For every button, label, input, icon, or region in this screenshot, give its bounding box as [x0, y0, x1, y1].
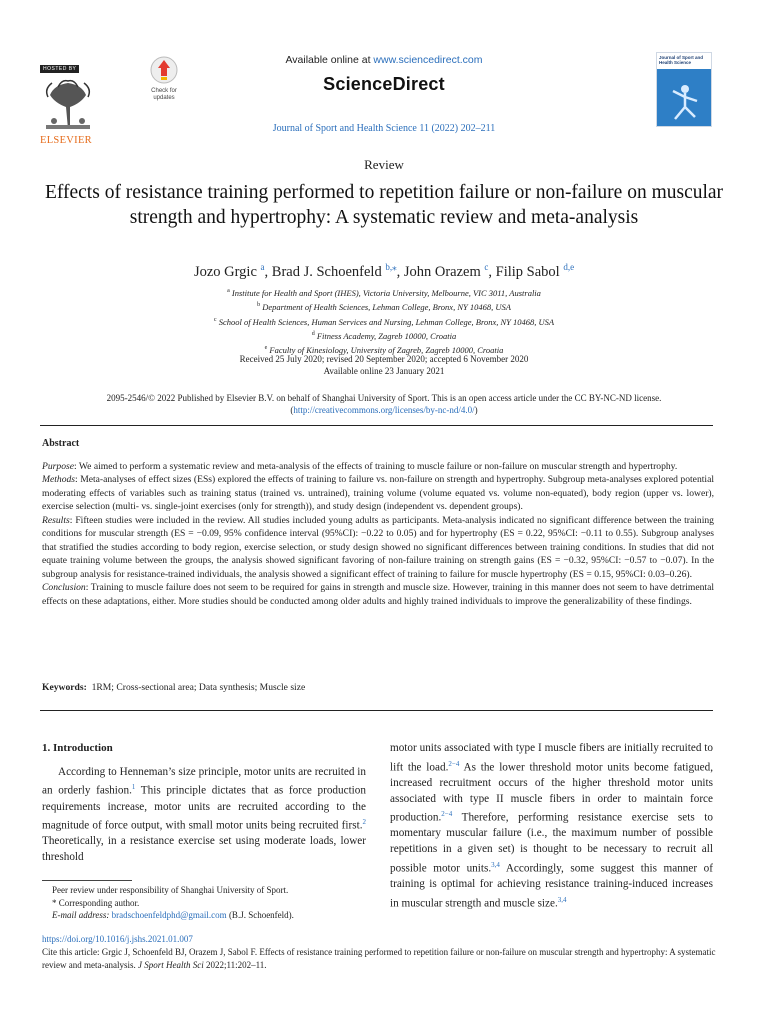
license-notice: [40, 392, 728, 416]
methods-text: Meta-analyses of effect sizes (ESs) explored the effects of training to failure vs. non-failure on strength and hypertrophy. Subgroup meta-analyses explored potential moderating effects of variables such as training status (trained vs. untrained), training volume (volume equated vs. volume non-equated), body region (upper vs. lower), exercise selection (multi- vs. single-joint exercises (only for strength)), and study design (independent vs. dependent groups).: [42, 474, 714, 512]
elsevier-wordmark: ELSEVIER: [40, 135, 92, 146]
citation-ref[interactable]: 2−4: [441, 810, 453, 819]
author-list: [0, 262, 768, 281]
citation-ref[interactable]: 3,4: [491, 860, 500, 869]
corresponding-author-note: * Corresponding author.: [52, 897, 140, 908]
methods-label: Methods: [42, 474, 76, 485]
affiliation-item: [0, 328, 768, 342]
affiliation-mark: e: [264, 345, 268, 352]
body-text: Accordingly, some suggest this manner of training is optimal for achieving resistance training-induced increases in muscular strength and muscle size.: [390, 862, 713, 910]
check-updates-line2: updates: [153, 95, 175, 101]
affiliation-item: [0, 285, 768, 299]
abstract-heading: Abstract: [42, 438, 80, 449]
body-text: Therefore, performing resistance exercise sets to momentary muscular failure (i.e., the maximum number of possible repetitions in a given set) is thought to be necessary to recruit all possible motor units.: [390, 811, 713, 875]
footnotes: [52, 884, 294, 922]
email-link[interactable]: bradschoenfeldphd@gmail.com: [111, 910, 227, 920]
email-suffix: (B.J. Schoenfeld).: [228, 910, 294, 920]
purpose-text: We aimed to perform a systematic review and meta-analysis of the effects of training to muscle failure or non-failure on muscular strength and hypertrophy.: [78, 460, 678, 472]
affiliation-text: Department of Health Sciences, Lehman College, Bronx, NY 10468, USA: [262, 302, 511, 313]
abstract-conclusion: Conclusion: Training to muscle failure does not seem to be required for gains in strength and muscle size. However, training in this manner does not seem to have detrimental effects on these adaptations, either. More studies should be conducted among older adults and highly trained individuals to improve the generalizability of these findings.: [42, 582, 715, 607]
top-divider: [40, 425, 713, 426]
author-name[interactable]: Brad J. Schoenfeld: [271, 263, 382, 280]
body-text: According to Henneman’s size principle, motor units are recruited in an orderly fashion.: [42, 765, 366, 797]
body-text: As the lower threshold motor units become fatigued, increased recruitment occurs of the higher threshold motor units associated with type II muscle fibers in order to maintain force production.: [390, 761, 714, 824]
right-column: [390, 741, 713, 912]
affiliation-mark: c: [213, 316, 217, 323]
cite-suffix: 2022;11:202–11.: [205, 960, 267, 970]
affiliation-text: Fitness Academy, Zagreb 10000, Croatia: [316, 330, 457, 341]
author-name[interactable]: Filip Sabol: [495, 263, 560, 280]
email-note: [52, 909, 294, 922]
sciencedirect-wordmark: ScienceDirect: [323, 74, 445, 94]
author-affiliation-mark[interactable]: b,⁎: [385, 262, 397, 272]
conclusion-text: Training to muscle failure does not seem to be required for gains in strength and muscle size. However, training in this manner does not seem to have detrimental effects on these adaptations, either. More studies should be conducted among older adults and highly trained individuals to improve the generalizability of these findings.: [42, 582, 715, 607]
affiliation-item: [0, 314, 768, 328]
check-updates-line1: Check for: [151, 88, 177, 94]
hosted-by-label: HOSTED BY: [40, 65, 79, 73]
author-affiliation-mark[interactable]: c: [484, 262, 489, 272]
article-title: Effects of resistance training performed to repetition failure or non-failure on muscular strength and hypertrophy: A systematic review and meta-analysis: [44, 182, 724, 228]
available-online: [0, 54, 768, 66]
email-label: E-mail address:: [52, 910, 110, 920]
author-separator: ,: [488, 263, 496, 280]
doi-link[interactable]: https://doi.org/10.1016/j.jshs.2021.01.007: [42, 934, 193, 944]
citation-ref[interactable]: 2: [362, 818, 366, 827]
article-type: Review: [364, 157, 404, 172]
affiliation-text: Faculty of Kinesiology, University of Zagreb, Zagreb 10000, Croatia: [269, 345, 504, 356]
body-text: This principle dictates that as force production requirements increase, motor units are recruited according to the magnitude of force output, with small motor units being recruited first.: [42, 784, 366, 832]
footnote-divider: [42, 880, 132, 881]
author-name[interactable]: John Orazem: [403, 263, 481, 280]
cite-journal: J Sport Health Sci: [137, 960, 204, 970]
license-link-wrap: (http://creativecommons.org/licenses/by-nc-nd/4.0/): [290, 405, 478, 415]
affiliation-mark: a: [227, 288, 230, 294]
results-label: Results: [42, 514, 70, 526]
author-affiliation-mark[interactable]: d,e: [563, 262, 575, 272]
keywords-label: Keywords:: [42, 682, 87, 693]
received-dates: Received 25 July 2020; revised 20 September 2020; accepted 6 November 2020: [239, 354, 529, 364]
license-link[interactable]: http://creativecommons.org/licenses/by-nc-nd/4.0/: [293, 405, 475, 415]
keywords: [42, 682, 305, 693]
affiliation-mark: b: [257, 302, 261, 309]
author-separator: ,: [396, 263, 404, 280]
section-heading: 1. Introduction: [42, 742, 113, 754]
citation-ref[interactable]: 3,4: [557, 895, 567, 904]
cover-title: Journal of Sport and Health Science: [659, 55, 704, 65]
citation-ref[interactable]: 1: [131, 783, 136, 792]
affiliation-item: [0, 299, 768, 313]
license-text: 2095-2546/© 2022 Published by Elsevier B.V. on behalf of Shanghai University of Sport. This is an open access article under the CC BY-NC-ND license.: [106, 393, 662, 403]
peer-review-note: Peer review under responsibility of Shanghai University of Sport.: [52, 885, 289, 895]
affiliation-list: [0, 285, 768, 357]
affiliation-text: Institute for Health and Sport (IHES), Victoria University, Melbourne, VIC 3011, Australia: [231, 287, 541, 298]
body-text: Theoretically, in a resistance exercise set using moderate loads, lower threshold: [42, 835, 366, 864]
journal-cover-image[interactable]: [656, 52, 712, 127]
intro-paragraph-left: [42, 765, 366, 866]
journal-citation[interactable]: Journal of Sport and Health Science 11 (2022) 202–211: [272, 123, 496, 134]
keywords-text: 1RM; Cross-sectional area; Data synthesis; Muscle size: [91, 682, 306, 693]
sciencedirect-link[interactable]: www.sciencedirect.com: [373, 54, 483, 66]
abstract-divider: [40, 710, 713, 711]
abstract-section: [42, 437, 714, 608]
cite-this-article: [42, 946, 717, 972]
affiliation-text: School of Health Sciences, Human Services and Nursing, Lehman College, Bronx, NY 10468, USA: [218, 316, 555, 327]
abstract-methods: Methods: Meta-analyses of effect sizes (ESs) explored the effects of training to failure vs. non-failure on strength and hypertrophy. Subgroup meta-analyses explored potential moderating effects of variables such as training status (trained vs. untrained), training volume (volume equated vs. volume non-equated), body region (upper vs. lower), exercise selection (multi- vs. single-joint exercises (only for strength)), and study design (independent vs. dependent groups).: [42, 474, 714, 512]
abstract-purpose: Purpose: We aimed to perform a systematic review and meta-analysis of the effects of training to muscle failure or non-failure on muscular strength and hypertrophy.: [42, 460, 678, 472]
article-dates: [0, 354, 768, 377]
author-name[interactable]: Jozo Grgic: [193, 263, 257, 280]
available-prefix: Available online at: [285, 54, 374, 66]
abstract-results: Results: Fifteen studies were included in the review. All studies included young adults as participants. Meta-analysis indicated no significant difference between the training conditions for muscular strength (ES = −0.09, 95% confidence interval (95%CI): −0.22 to 0.05) and for hypertrophy (ES = 0.22, 95%CI: −0.11 to 0.55). Subgroup analyses that stratified the studies according to body region, exercise selection, or study design showed no significant differences between training conditions. In studies that did not equate training volume between the groups, the analysis showed significant favoring of non-failure training on strength gains (ES = −0.32, 95%CI: −0.57 to −0.07). In the subgroup analysis for resistance-trained individuals, the analysis showed a significant effect of training to failure for muscle hypertrophy (ES = 0.15, 95%CI: 0.03–0.26).: [42, 514, 714, 580]
results-text: Fifteen studies were included in the review. All studies included young adults as participants. Meta-analysis indicated no significant difference between the training conditions for muscular strength (ES = −0.09, 95% confidence interval (95%CI): −0.22 to 0.05) and for hypertrophy (ES = 0.22, 95%CI: −0.11 to 0.55). Subgroup analyses that stratified the studies according to body region, exercise selection, or study design showed no significant differences between training conditions. In studies that did not equate training volume between the groups, the analysis showed significant favoring of non-failure training on strength gains (ES = −0.32, 95%CI: −0.57 to −0.07). In the subgroup analysis for resistance-trained individuals, the analysis showed a significant effect of training to failure for muscle hypertrophy (ES = 0.15, 95%CI: 0.03–0.26).: [42, 514, 714, 580]
cover-figure-icon: [667, 83, 703, 121]
affiliation-mark: d: [311, 330, 315, 337]
purpose-label: Purpose: [42, 460, 74, 472]
body-text: motor units associated with type I muscle fibers are initially recruited to lift the load.: [390, 742, 713, 774]
conclusion-label: Conclusion: [42, 582, 86, 593]
online-date: Available online 23 January 2021: [323, 365, 445, 376]
citation-ref[interactable]: 2−4: [448, 759, 460, 768]
cite-prefix: Cite this article: Grgic J, Schoenfeld BJ, Orazem J, Sabol F. Effects of resistance training performed to repetition failure or non-failure on muscular strength and hypertrophy: A systematic review and meta-analysis.: [42, 947, 716, 970]
author-separator: ,: [264, 263, 272, 280]
left-column: [42, 741, 366, 866]
author-affiliation-mark[interactable]: a: [260, 262, 265, 272]
intro-paragraph-right: [390, 741, 713, 912]
